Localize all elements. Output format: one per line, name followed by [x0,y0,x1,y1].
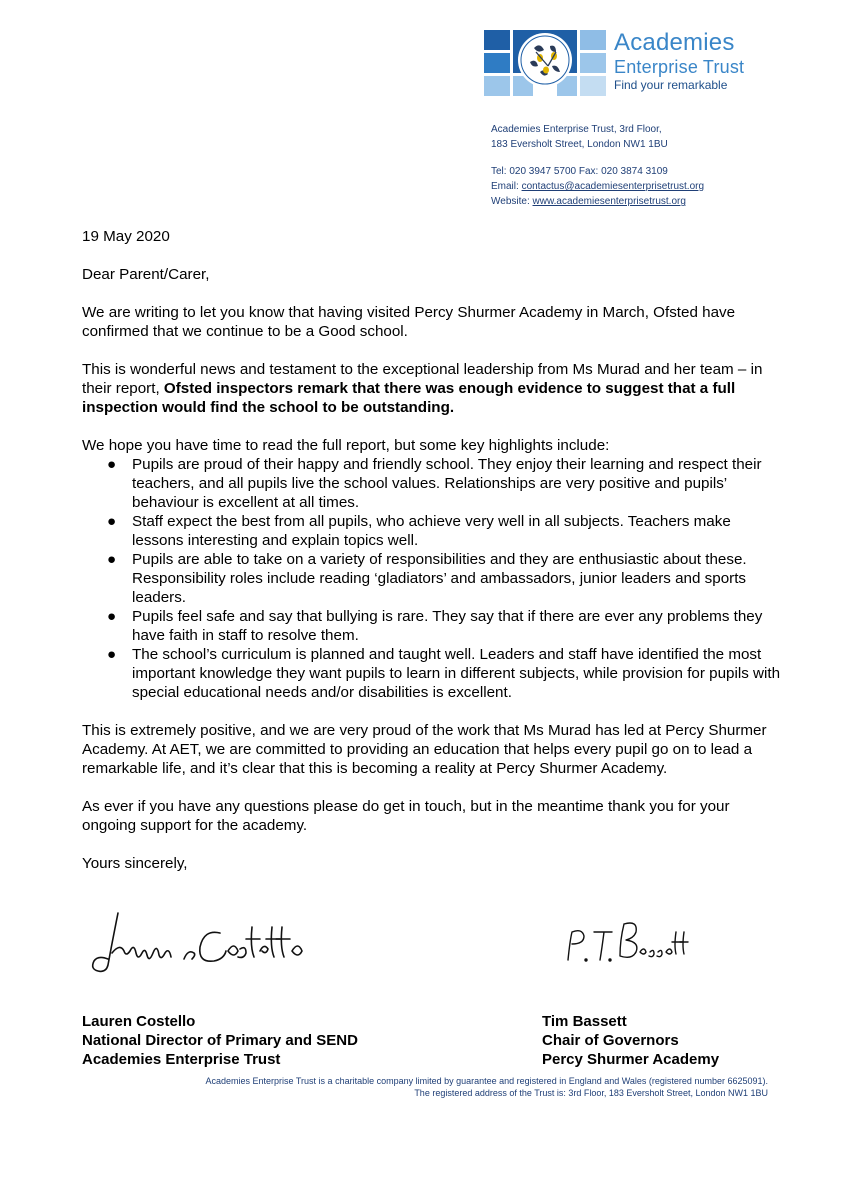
aet-logo [484,30,774,96]
telephone-fax: Tel: 020 3947 5700 Fax: 020 3874 3109 [491,166,668,177]
footer-line-2: The registered address of the Trust is: 3rd Floor, 183 Eversholt Street, London NW1 1BU [414,1088,768,1098]
list-item-text: Staff expect the best from all pupils, who achieve very well in all subjects. Teachers make lessons interesting and explain topics well. [132,513,731,549]
signer-left-name: Lauren Costello [82,1013,196,1030]
bullet-icon: ● [107,646,117,663]
website-label: Website: [491,196,533,207]
address-line-2: 183 Eversholt Street, London NW1 1BU [491,139,668,150]
signature-tim-bassett [560,912,690,972]
list-item-text: The school’s curriculum is planned and taught well. Leaders and staff have identified the most important knowledge they want pupils to learn in different subjects, while provision for pupils with special educational needs and/or disabilities is excellent. [132,646,781,701]
logo-title-line1: Academies [614,29,735,56]
letter-body [82,227,782,892]
email-line [491,179,791,194]
bullet-icon: ● [107,608,117,625]
aet-logo-mark-icon [484,30,606,96]
list-item-text: Pupils are able to take on a variety of responsibilities and they are enthusiastic about these. Responsibility roles include reading ‘gladiators’ and ambassadors, junior leaders and sports leaders. [132,551,747,606]
website-link[interactable]: www.academiesenterprisetrust.org [532,196,686,207]
list-item [82,645,782,702]
registration-footer [150,1075,768,1099]
paragraph-4: As ever if you have any questions please do get in touch, but in the meantime thank you for your ongoing support for the academy. [82,798,730,834]
website-line [491,194,791,209]
paragraph-1: We are writing to let you know that having visited Percy Shurmer Academy in March, Ofsted have confirmed that we continue to be a Good school. [82,304,736,340]
signer-right-title: Chair of Governors [542,1032,679,1049]
address-line-1: Academies Enterprise Trust, 3rd Floor, [491,124,662,135]
list-item [82,607,782,645]
logo-tagline: Find your remarkable [614,78,728,92]
highlights-intro: We hope you have time to read the full report, but some key highlights include: [82,437,610,454]
list-item [82,512,782,550]
list-item-text: Pupils feel safe and say that bullying is rare. They say that if there are ever any problems they have faith in staff to resolve them. [132,608,763,644]
signer-left-org: Academies Enterprise Trust [82,1051,281,1068]
closing: Yours sincerely, [82,855,188,872]
paragraph-2-bold: Ofsted inspectors remark that there was enough evidence to suggest that a full inspection would find the school to be outstanding. [82,380,736,416]
paragraph-3: This is extremely positive, and we are very proud of the work that Ms Murad has led at Percy Shurmer Academy. At AET, we are committed to providing an education that helps every pupil go on to lead a remarkable life, and it’s clear that this is becoming a reality at Percy Shurmer Academy. [82,722,767,777]
bullet-icon: ● [107,551,117,568]
trust-address-block [491,122,791,209]
signer-left-title: National Director of Primary and SEND [82,1032,358,1049]
email-link[interactable]: contactus@academiesenterprisetrust.org [521,181,705,192]
signer-left [82,1012,358,1069]
footer-line-1: Academies Enterprise Trust is a charitable company limited by guarantee and registered in England and Wales (registered number 6625091). [205,1076,768,1086]
bullet-icon: ● [107,456,117,473]
logo-title-line2: Enterprise Trust [614,57,745,77]
logo-text [614,30,744,92]
paragraph-2-text: This is wonderful news and testament to the exceptional leadership from Ms Murad and her team – in their report, [82,361,763,397]
signature-lauren-costello [88,905,308,980]
letter-date: 19 May 2020 [82,228,170,245]
paragraph-2 [82,360,782,417]
signer-right-org: Percy Shurmer Academy [542,1051,720,1068]
signer-right-name: Tim Bassett [542,1013,627,1030]
salutation: Dear Parent/Carer, [82,266,210,283]
list-item-text: Pupils are proud of their happy and friendly school. They enjoy their learning and respect their teachers, and all pupils live the school values. Relationships are very positive and pupils’ behaviour is excellent at all times. [132,456,762,511]
signer-right [542,1012,719,1069]
list-item [82,455,782,512]
email-label: Email: [491,181,522,192]
list-item [82,550,782,607]
highlights-list [82,455,782,702]
bullet-icon: ● [107,513,117,530]
